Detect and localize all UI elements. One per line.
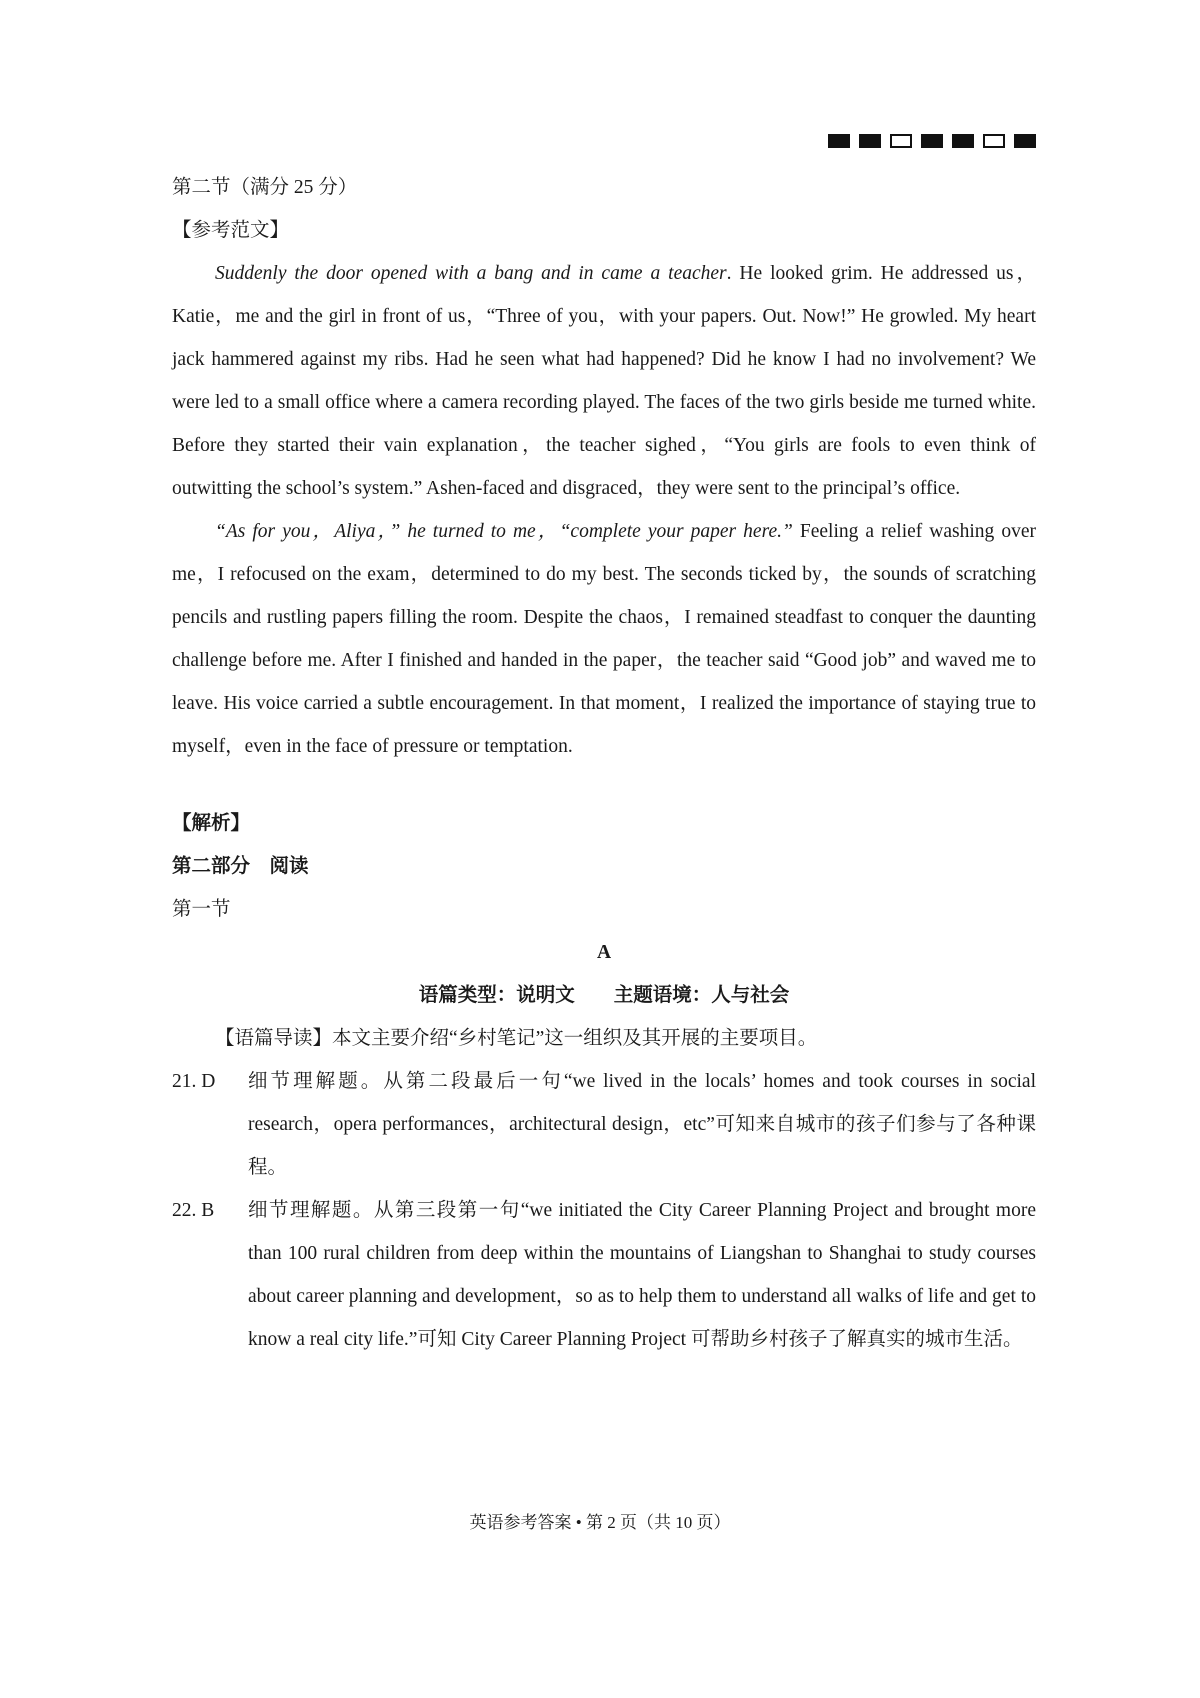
- passage-letter: A: [596, 942, 612, 963]
- marker-block-filled: [828, 134, 850, 148]
- marker-block-filled: [1014, 134, 1036, 148]
- passage-guide: 【语篇导读】本文主要介绍“乡村笔记”这一组织及其开展的主要项目。: [215, 1028, 818, 1049]
- main-content: [172, 166, 1036, 1361]
- marker-block-filled: [859, 134, 881, 148]
- answer-item: [172, 1189, 1036, 1361]
- page-footer: 英语参考答案 • 第 2 页（共 10 页）: [469, 1513, 731, 1532]
- essay-paragraph-2: [172, 510, 1036, 768]
- answer-explanation: 细节理解题。从第三段第一句“we initiated the City Career Planning Project and brought more than 100 rural children from deep within the mountains of Liangshan to Shanghai to study courses about career planning and development，so as to help them to understand all walks of life and get to know a real city life.”可知 City Career Planning Project 可帮助乡村孩子了解真实的城市生活。: [248, 1200, 1036, 1350]
- part-title: 第二部分 阅读: [172, 856, 309, 877]
- marker-block-empty: [983, 134, 1005, 148]
- header-marker-blocks: [828, 134, 1036, 148]
- answer-item: [172, 1060, 1036, 1189]
- section-title: 第二节（满分 25 分）: [172, 177, 358, 198]
- essay-paragraph-1-opening: Suddenly the door opened with a bang and in came a teacher: [215, 263, 727, 284]
- essay-paragraph-2-opening: “As for you，Aliya，” he turned to me，“complete your paper here.”: [215, 521, 793, 542]
- answer-number: 21. D: [172, 1071, 216, 1092]
- answer-explanation: 细节理解题。从第二段最后一句“we lived in the locals’ homes and took courses in social research，opera performances，architectural design，etc”可知来自城市的孩子们参与了各种课程。: [248, 1071, 1036, 1178]
- essay-paragraph-1: [172, 252, 1036, 510]
- answer-number: 22. B: [172, 1200, 215, 1221]
- passage-meta: 语篇类型：说明文 主题语境：人与社会: [418, 985, 790, 1006]
- marker-block-empty: [890, 134, 912, 148]
- marker-block-filled: [921, 134, 943, 148]
- essay-paragraph-1-body: . He looked grim. He addressed us，Katie，me and the girl in front of us，“Three of you，with your papers. Out. Now!” He growled. My heart jack hammered against my ribs. Had he seen what had happened? Did he know I had no involvement? We were led to a small office where a camera recording played. The faces of the two girls beside me turned white. Before they started their vain explanation，the teacher sighed，“You girls are fools to even think of outwitting the school’s system.” Ashen-faced and disgraced，they were sent to the principal’s office.: [172, 263, 1036, 499]
- subsection-title: 第一节: [172, 899, 231, 920]
- sample-essay-label: 【参考范文】: [172, 220, 290, 241]
- essay-paragraph-2-body: Feeling a relief washing over me，I refocused on the exam，determined to do my best. The seconds ticked by，the sounds of scratching pencils and rustling papers filling the room. Despite the chaos，I remained steadfast to conquer the daunting challenge before me. After I finished and handed in the paper，the teacher said “Good job” and waved me to leave. His voice carried a subtle encouragement. In that moment，I realized the importance of staying true to myself，even in the face of pressure or temptation.: [172, 521, 1036, 757]
- analysis-label: 【解析】: [172, 813, 251, 834]
- marker-block-filled: [952, 134, 974, 148]
